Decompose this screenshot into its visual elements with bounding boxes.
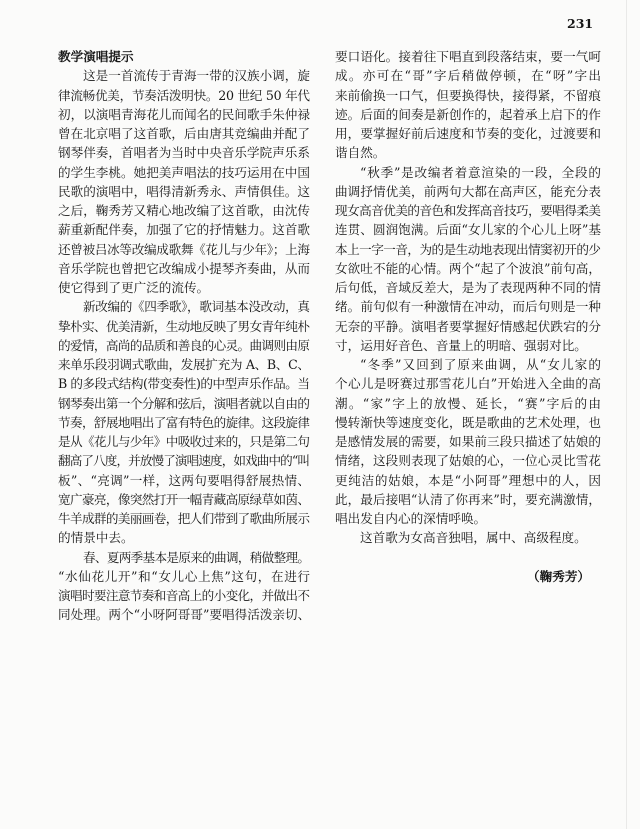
text-line-content: 牛羊成群的美丽画卷，把人们带到了歌曲所展示 [58,511,310,526]
text-line-content: 现女高音优美的音色和发挥高音技巧，要唱得柔美 [335,203,601,218]
text-line [335,432,601,451]
text-line [58,394,310,413]
text-line-content: 本上一字一音，为的是生动地表现出情窦初开的少 [335,241,601,257]
text-line [58,471,310,490]
text-line [335,124,601,143]
text-line [335,278,601,297]
text-line [58,163,310,182]
paragraph [335,163,601,356]
text-line [58,240,310,259]
paragraph [58,548,310,625]
paragraph [58,297,310,547]
text-line-content: 挚朴实、优美清新，生动地反映了男女青年纯朴 [58,318,310,334]
text-line [335,201,601,220]
text-line-content: 这是一首流传于青海一带的汉族小调，旋 [83,68,311,84]
text-line-content: 的情景中去。 [58,530,134,546]
text-line-content: 之后，鞠秀芳又精心地改编了这首歌，由沈传 [58,203,311,218]
text-line [58,586,310,605]
text-line [335,66,601,85]
text-line-content: 还曾被吕冰等改编成歌舞《花儿与少年》；上海 [58,241,310,257]
text-line [58,567,310,586]
text-line-content: 谐自然。 [335,145,386,161]
text-line-content: 女欲吐不能的心情。两个“起了个波浪”前句高， [335,260,602,276]
text-line [58,220,310,239]
text-line-content: 无奈的平静。演唱者要掌握好情感起伏跌宕的分 [335,318,602,334]
text-line [58,317,310,336]
text-line-content: 潮。“家”字上的放慢、延长，“赛”字后的由 [335,395,603,411]
text-line [58,86,310,105]
text-line [58,490,310,509]
text-line [335,259,601,278]
text-line-content: 连贯、圆润饱满。后面“女儿家的个心儿上呀”基 [335,222,602,238]
text-line [58,124,310,143]
text-line-content: 曲调抒情优美，前两句大都在高声区，能充分表 [335,183,602,199]
text-line [58,528,310,547]
text-line [58,355,310,374]
text-line-content: 绪。前句似有一种激情在冲动，而后句则是一种 [335,299,602,315]
text-line-content: 这首歌为女高音独唱，属中、高级程度。 [360,530,587,546]
text-line [335,509,601,528]
text-line [335,471,601,490]
text-line [335,47,601,66]
text-line-content: 情绪，这段则表现了姑娘的心，一位心灵比雪花 [335,453,602,469]
text-line [58,297,310,316]
text-line [335,220,601,239]
text-line [58,605,310,624]
text-line [335,451,601,470]
text-line-content: 春、夏两季基本是原来的曲调，稍做整理。 [83,549,310,565]
text-line-content: 的爱情，高尚的品质和善良的心灵。曲调则由原 [58,337,310,353]
text-line [58,66,310,85]
text-line [335,182,601,201]
text-line-content: 的学生李桃。她把美声唱法的技巧运用在中国 [58,164,311,180]
text-line [335,105,601,124]
text-line [335,143,601,162]
text-line-content: 后句低，音域反差大，是为了表现两种不同的情 [335,280,602,295]
left-column-body [58,66,310,624]
text-line-content: 更纯洁的姑娘，本是“小阿哥”理想中的人，因 [335,472,602,488]
left-column [58,47,310,625]
text-line [335,163,601,182]
text-line-content: 音乐学院也曾把它改编成小提琴齐奏曲，从而 [58,260,311,276]
text-line-content: 要口语化。接着往下唱直到段落结束，要一气呵 [335,49,602,64]
text-line [335,297,601,316]
text-line-content: 是感情发展的需要，如果前三段只描述了姑娘的 [335,434,602,449]
paragraph [58,66,310,297]
text-line-content: 宽广豪亮，像突然打开一幅青藏高原绿草如茵、 [58,491,310,507]
text-line [335,528,601,547]
text-line-content: 律流畅优美，节奏活泼明快。20 世纪 50 年代 [58,87,310,103]
text-line-content: “秋季”是改编者着意渲染的一段，全段的 [360,164,602,180]
text-line [335,240,601,259]
text-line [335,336,601,355]
text-line [58,278,310,297]
right-column [335,47,601,586]
paragraph [335,47,601,163]
text-line-content: 个心儿是呀赛过那雪花儿白”开始进入全曲的高 [335,376,602,392]
text-line [335,413,601,432]
text-line [58,143,310,162]
text-line-content: 翻高了八度，并放慢了演唱速度，如戏曲中的“叫 [58,453,310,469]
text-line [58,105,310,124]
section-heading: 教学演唱提示 [58,49,134,64]
author-attribution: （鞠秀芳） [527,568,590,584]
text-line [58,201,310,220]
text-line [58,336,310,355]
text-line-content: 薪重新配伴奏，加强了它的抒情魅力。这首歌 [58,222,311,238]
text-line [58,548,310,567]
paragraph [335,528,601,547]
text-line-content: 迹。后面的间奏是新创作的，起着承上启下的作 [335,106,602,122]
text-line-content: 使它得到了更广泛的流传。 [58,280,210,295]
text-line [58,259,310,278]
text-line-content: 演唱时要注意节奏和音高上的小变化，并做出不 [58,588,310,603]
text-line-content: “冬季”又回到了原来曲调，从“女儿家的 [360,357,603,372]
text-line-content: 寸，运用好音色、音量上的明暗、强弱对比。 [335,337,587,353]
text-line-content: 是从《花儿与少年》中吸收过来的，只是第二句 [58,434,310,449]
text-line [58,509,310,528]
text-line-content: 新改编的《四季歌》，歌词基本没改动，真 [83,299,310,315]
text-line-content: 用，要掌握好前后速度和节奏的变化，过渡要和 [335,126,602,141]
page-number: 231 [567,16,594,31]
text-line-content: 钢琴奏出第一个分解和弦后，演唱者就以自由的 [58,395,310,411]
text-line-content: 来前偷换一口气，但要换得快，接得紧，不留痕 [335,87,602,103]
text-line [335,490,601,509]
text-line-content: 唱出发自内心的深情呼唤。 [335,511,487,526]
text-line [58,432,310,451]
text-line [58,374,310,393]
text-line [335,317,601,336]
text-line-content: 成。亦可在“哥”字后稍做停顿，在“呀”字出 [335,68,603,84]
text-line-content: 钢琴伴奏，首唱者为当时中央音乐学院声乐系 [58,145,311,161]
text-line [58,182,310,201]
text-line-content: 此，最后接唱“认清了你再来”时，要充满激情， [335,491,602,507]
text-line [58,451,310,470]
text-line-content: 民歌的演唱中，唱得清新秀永、声情俱佳。这 [58,183,311,199]
text-line [335,374,601,393]
text-line-content: 曾在北京唱了这首歌，后由唐其竞编曲并配了 [58,126,311,141]
text-line-content: 同处理。两个“小呀阿哥哥”要唱得活泼亲切、 [58,607,311,623]
text-line-content: 节奏，舒展地唱出了富有特色的旋律。这段旋律 [58,414,310,430]
text-line-content: B 的多段式结构(带变奏性)的中型声乐作品。当 [58,376,310,392]
text-line-content: “水仙花儿开”和“女儿心上焦”这句，在进行 [58,568,311,584]
paragraph [335,355,601,528]
text-line-content: 板”、“亮调”一样，这两句要唱得舒展热情、 [58,472,311,488]
text-line [335,355,601,374]
text-line-content: 来单乐段羽调式歌曲，发展扩充为 A、B、C、 [58,357,310,372]
text-line-content: 慢转渐快等速度变化，既是歌曲的艺术处理，也 [335,414,602,430]
scan-edge-shadow [626,0,627,829]
text-line [335,86,601,105]
right-column-body [335,47,601,548]
text-line [335,394,601,413]
text-line-content: 初，以演唱青海花儿而闻名的民间歌手朱仲禄 [58,106,311,122]
text-line [58,413,310,432]
